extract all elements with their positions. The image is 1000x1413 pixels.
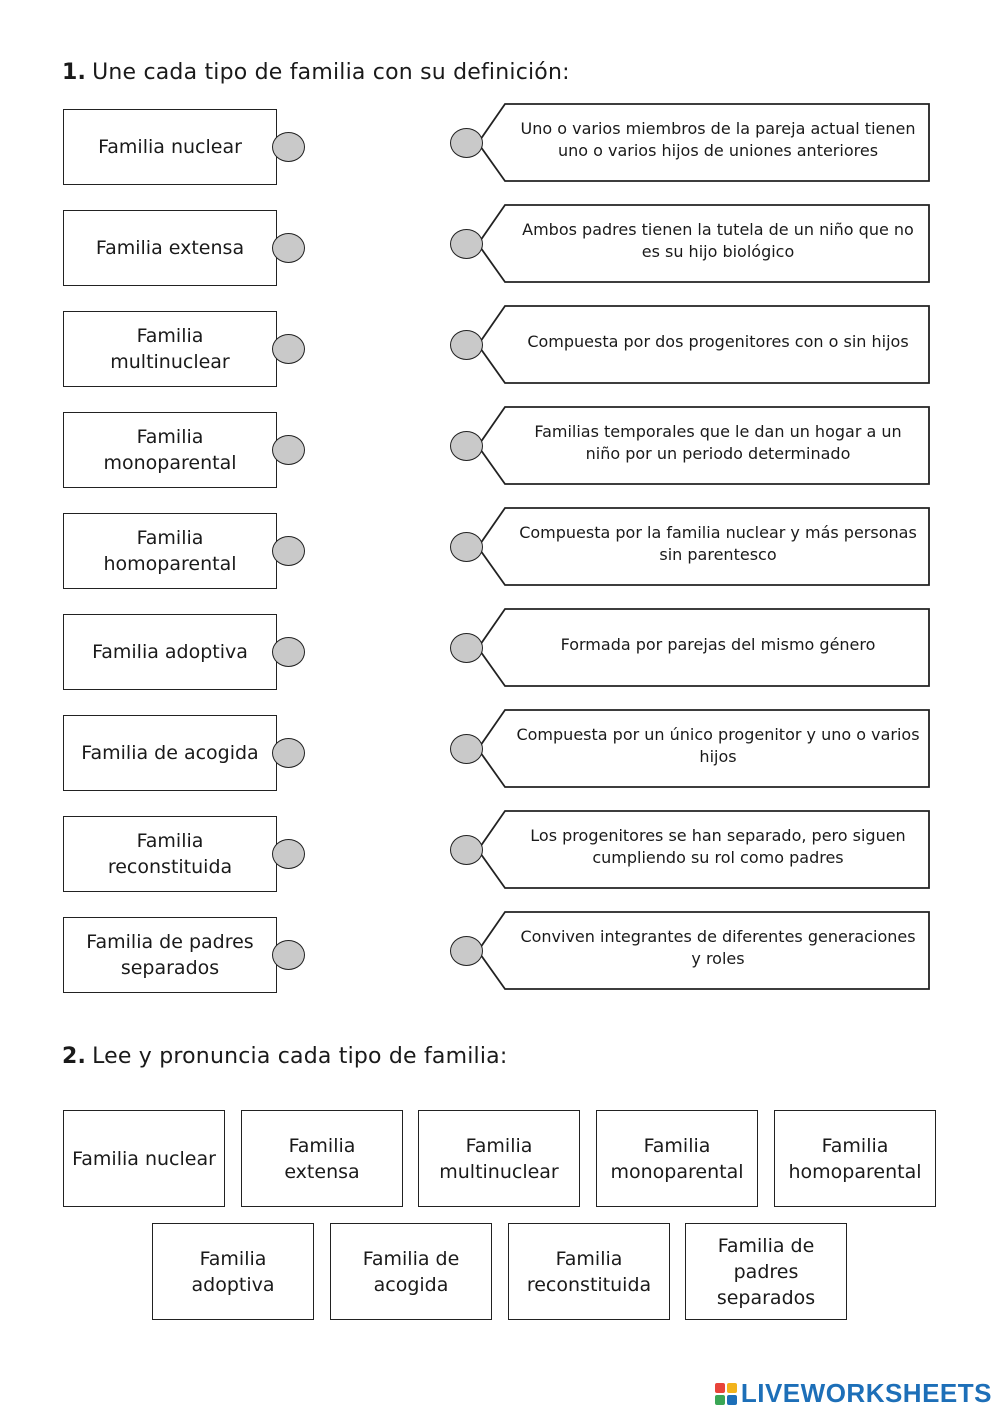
term-box [63, 513, 277, 589]
definition-text: Compuesta por un único progenitor y uno o varios hijos [516, 725, 920, 766]
definition-connector-dot[interactable] [450, 330, 483, 360]
word-card[interactable] [152, 1223, 314, 1320]
definition-connector-dot[interactable] [450, 431, 483, 461]
word-card-label: Familia nuclear [72, 1147, 216, 1170]
definition-text: Formada por parejas del mismo género [560, 635, 876, 654]
term-connector-dot[interactable] [272, 233, 305, 263]
definition-connector-dot[interactable] [450, 633, 483, 663]
term-connector-dot[interactable] [272, 738, 305, 768]
term-box [63, 917, 277, 993]
term-label: Familia extensa [95, 237, 245, 259]
liveworksheets-logo [715, 1378, 992, 1409]
word-card[interactable] [241, 1110, 403, 1207]
word-card[interactable] [63, 1110, 225, 1207]
exercise-2-instruction: Lee y pronuncia cada tipo de familia: [92, 1044, 508, 1069]
exercise-2-number: 2. [62, 1044, 87, 1069]
definition-text: Compuesta por la familia nuclear y más personas sin parentesco [519, 523, 917, 564]
definition-text: Familias temporales que le dan un hogar a un niño por un periodo determinado [534, 422, 902, 463]
definition-tag [476, 608, 932, 688]
word-card[interactable] [418, 1110, 580, 1207]
definition-connector-dot[interactable] [450, 835, 483, 865]
term-label: Familia reconstituida [107, 830, 233, 878]
definition-connector-dot[interactable] [450, 532, 483, 562]
term-connector-dot[interactable] [272, 435, 305, 465]
definition-text: Conviven integrantes de diferentes generaciones y roles [520, 927, 916, 968]
exercise-1-title [62, 60, 570, 85]
word-card-label: Familia adoptiva [191, 1247, 275, 1296]
exercise-1-instruction: Une cada tipo de familia con su definición: [92, 60, 570, 85]
term-connector-dot[interactable] [272, 334, 305, 364]
exercise-1-number: 1. [62, 60, 87, 85]
definition-text: Compuesta por dos progenitores con o sin hijos [527, 332, 909, 351]
logo-grid-icon [715, 1383, 737, 1405]
word-card-label: Familia monoparental [610, 1134, 744, 1183]
definition-tag [476, 911, 932, 991]
term-box [63, 715, 277, 791]
word-card[interactable] [774, 1110, 936, 1207]
definition-text: Los progenitores se han separado, pero siguen cumpliendo su rol como padres [530, 826, 906, 867]
term-label: Familia de acogida [81, 742, 259, 764]
term-box [63, 816, 277, 892]
definition-tag [476, 406, 932, 486]
word-card[interactable] [685, 1223, 847, 1320]
definition-tag [476, 204, 932, 284]
term-connector-dot[interactable] [272, 940, 305, 970]
definition-connector-dot[interactable] [450, 936, 483, 966]
word-card-label: Familia de padres separados [716, 1234, 816, 1309]
term-connector-dot[interactable] [272, 536, 305, 566]
term-box [63, 412, 277, 488]
term-box [63, 311, 277, 387]
definition-connector-dot[interactable] [450, 229, 483, 259]
term-connector-dot[interactable] [272, 839, 305, 869]
term-label: Familia multinuclear [110, 325, 230, 373]
definition-tag [476, 103, 932, 183]
word-card-label: Familia de acogida [362, 1247, 460, 1296]
term-box [63, 614, 277, 690]
exercise-2-title [62, 1044, 507, 1069]
definition-tag [476, 709, 932, 789]
definition-connector-dot[interactable] [450, 128, 483, 158]
word-card-label: Familia extensa [284, 1134, 360, 1183]
word-card[interactable] [508, 1223, 670, 1320]
term-box [63, 109, 277, 185]
word-card[interactable] [596, 1110, 758, 1207]
term-box [63, 210, 277, 286]
definition-text: Ambos padres tienen la tutela de un niño que no es su hijo biológico [522, 220, 914, 261]
word-card-label: Familia reconstituida [526, 1247, 652, 1296]
definition-tag [476, 305, 932, 385]
word-card-label: Familia homoparental [788, 1134, 922, 1183]
term-label: Familia homoparental [103, 527, 237, 575]
word-card[interactable] [330, 1223, 492, 1320]
term-label: Familia adoptiva [92, 641, 248, 663]
definition-connector-dot[interactable] [450, 734, 483, 764]
term-label: Familia de padres separados [86, 931, 254, 979]
definition-text: Uno o varios miembros de la pareja actual tienen uno o varios hijos de uniones anteriores [520, 119, 916, 160]
definition-tag [476, 810, 932, 890]
term-connector-dot[interactable] [272, 132, 305, 162]
word-card-label: Familia multinuclear [439, 1134, 559, 1183]
definition-tag [476, 507, 932, 587]
brand-name: LIVEWORKSHEETS [740, 1378, 992, 1408]
term-label: Familia nuclear [98, 136, 242, 158]
term-label: Familia monoparental [103, 426, 237, 474]
term-connector-dot[interactable] [272, 637, 305, 667]
